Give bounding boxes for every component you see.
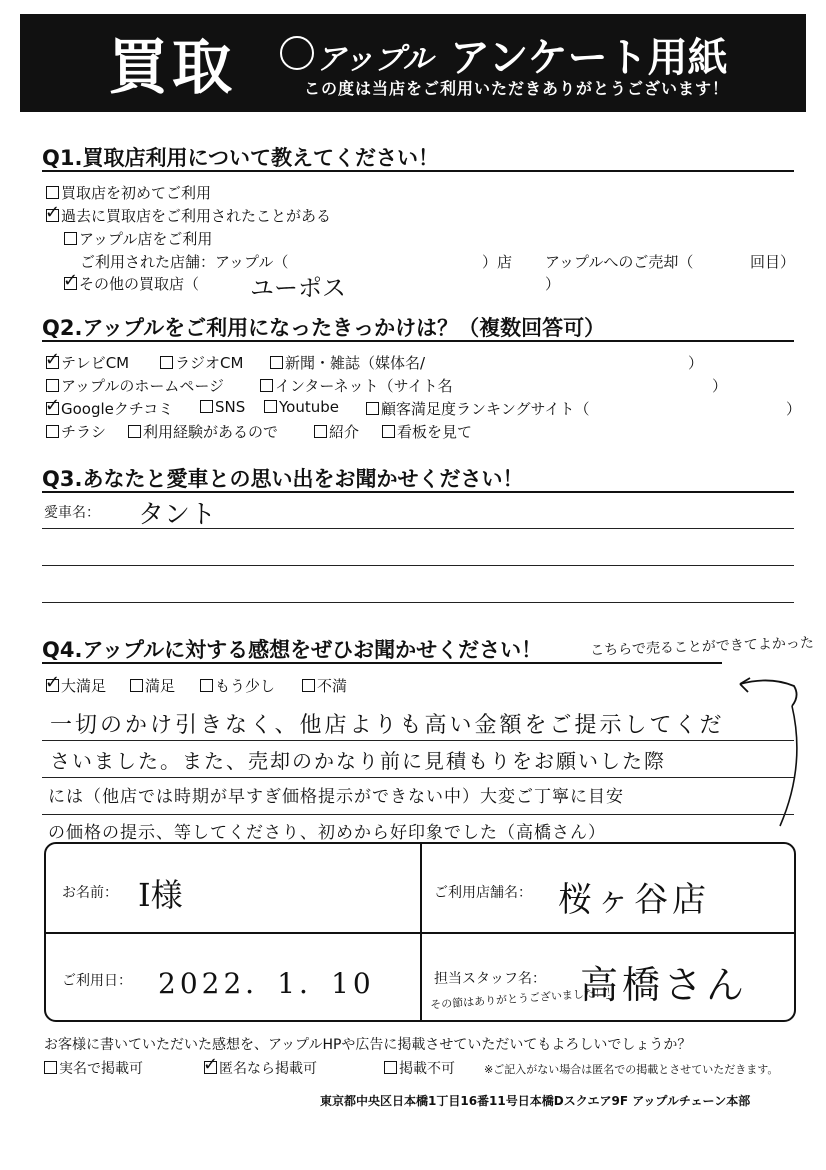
consent-not-allowed[interactable]	[384, 1058, 455, 1078]
apple-logo-icon	[280, 36, 314, 70]
write-line	[42, 777, 794, 778]
q2-row2-close: ）	[712, 377, 728, 395]
q2-opt-sns[interactable]	[200, 398, 245, 416]
q2-opt-youtube[interactable]	[264, 398, 339, 416]
date-value: 2022．1．10	[158, 967, 375, 1000]
staff-label: 担当スタッフ名：	[434, 971, 546, 987]
checkbox-checked[interactable]	[204, 1061, 217, 1074]
header-subtitle: この度は当店をご利用いただきありがとうございます！	[304, 79, 730, 98]
q4-margin-note: こちらで売ることができてよかった	[589, 635, 815, 659]
q2-row1-close: ）	[688, 354, 704, 372]
checkbox[interactable]	[46, 186, 59, 199]
comment-line-3: には（他店では時期が早すぎ価格提示ができない中）大変ご丁寧に目安	[48, 787, 624, 807]
checkbox[interactable]	[46, 379, 59, 392]
checkbox[interactable]	[270, 356, 283, 369]
option-label: 不満	[317, 677, 348, 695]
option-label: 掲載不可	[399, 1061, 455, 1077]
option-label: Googleクチコミ	[61, 400, 174, 418]
option-label: 買取店を初めてご利用	[61, 184, 212, 202]
option-label: 新聞・雑誌（媒体名/	[285, 354, 426, 372]
car-name-answer: タント	[138, 500, 217, 530]
q2-title: Q2.アップルをご利用になったきっかけは？（複数回答可）	[42, 316, 606, 340]
checkbox[interactable]	[260, 379, 273, 392]
write-line	[42, 565, 794, 566]
checkbox[interactable]	[128, 425, 141, 438]
option-label: Youtube	[279, 398, 339, 416]
store-label: ご利用店舗名：	[434, 885, 532, 901]
write-line	[42, 814, 794, 815]
q2-rule	[42, 340, 794, 342]
option-label: チラシ	[61, 423, 107, 441]
q2-row3-close: ）	[786, 400, 802, 418]
checkbox[interactable]	[160, 356, 173, 369]
q4-opt-almost[interactable]	[200, 675, 275, 696]
option-label: ラジオCM	[175, 354, 244, 372]
write-line	[42, 740, 794, 741]
option-label: 紹介	[329, 423, 360, 441]
option-label: アップルのホームページ	[61, 377, 225, 395]
q4-title: Q4.アップルに対する感想をぜひお聞かせください！	[42, 638, 543, 662]
option-label: 実名で掲載可	[59, 1061, 143, 1077]
q1-option-other[interactable]	[64, 273, 199, 294]
comment-line-1: 一切のかけ引きなく、他店よりも高い金額をご提示してくだ	[50, 713, 725, 738]
option-label: テレビCM	[61, 354, 130, 372]
checkbox[interactable]	[302, 679, 315, 692]
option-label: 利用経験があるので	[143, 423, 279, 441]
checkbox[interactable]	[384, 1061, 397, 1074]
checkbox[interactable]	[130, 679, 143, 692]
option-label: その他の買取店（	[79, 275, 200, 293]
checkbox[interactable]	[382, 425, 395, 438]
consent-real-name[interactable]	[44, 1058, 143, 1078]
comment-line-2: さいました。また、売却のかなり前に見積もりをお願いした際	[50, 749, 666, 773]
q1-apple-store-close: ）店	[482, 253, 513, 271]
q2-opt-ranking[interactable]	[366, 398, 590, 419]
consent-note: ※ご記入がない場合は匿名での掲載とさせていただきます。	[484, 1063, 779, 1076]
box-divider	[46, 932, 794, 934]
option-label: もう少し	[215, 677, 276, 695]
consent-question: お客様に書いていただいた感想を、アップルHPや広告に掲載させていただいてもよろしいでしょうか？	[44, 1037, 692, 1053]
q2-opt-google[interactable]	[46, 398, 173, 419]
q1-option-first[interactable]	[46, 182, 211, 203]
q4-opt-very-satisfied[interactable]	[46, 675, 106, 696]
q2-opt-internet[interactable]	[260, 375, 453, 396]
checkbox[interactable]	[46, 425, 59, 438]
q1-option-apple[interactable]	[64, 228, 212, 249]
option-label: SNS	[215, 398, 246, 416]
q4-rule	[42, 662, 722, 664]
q2-opt-homepage[interactable]	[46, 375, 224, 396]
q1-apple-sales-close: 回目）	[750, 253, 796, 271]
q4-opt-satisfied[interactable]	[130, 675, 175, 696]
option-label: 大満足	[61, 677, 107, 695]
date-label: ご利用日：	[62, 973, 132, 989]
brand-name: アップル	[316, 42, 433, 77]
footer-address: 東京都中央区日本橋1丁目16番11号日本橋Dスクエア9F アップルチェーン本部	[320, 1094, 751, 1108]
checkbox[interactable]	[200, 400, 213, 413]
checkbox[interactable]	[64, 232, 77, 245]
customer-info-box	[44, 842, 796, 1022]
comment-line-4: の価格の提示、等してくださり、初めから好印象でした（高橋さん）	[48, 823, 606, 843]
arrow-annotation-icon	[730, 666, 810, 846]
q1-option-past[interactable]	[46, 205, 331, 226]
write-line	[42, 528, 794, 529]
q2-opt-tvcm[interactable]	[46, 352, 129, 373]
name-label: お名前：	[62, 885, 118, 901]
option-label: 顧客満足度ランキングサイト（	[381, 400, 590, 418]
q3-rule	[42, 491, 794, 493]
form-title: アンケート用紙	[450, 35, 728, 81]
checkbox[interactable]	[366, 402, 379, 415]
checkbox[interactable]	[200, 679, 213, 692]
store-value: 桜ヶ谷店	[558, 880, 710, 920]
option-label: 匿名なら掲載可	[219, 1061, 317, 1077]
checkbox[interactable]	[44, 1061, 57, 1074]
checkbox[interactable]	[314, 425, 327, 438]
option-label: インターネット（サイト名	[275, 377, 453, 395]
q3-title: Q3.あなたと愛車との思い出をお聞かせください！	[42, 467, 524, 491]
q1-rule	[42, 170, 794, 172]
option-label: 過去に買取店をご利用されたことがある	[61, 207, 332, 225]
option-label: 看板を見て	[397, 423, 473, 441]
checkbox[interactable]	[264, 400, 277, 413]
checkbox-checked[interactable]	[46, 209, 59, 222]
checkbox-checked[interactable]	[46, 679, 59, 692]
q1-title: Q1.買取店利用について教えてください！	[42, 146, 440, 170]
car-name-label: 愛車名：	[44, 505, 100, 521]
checkbox-checked[interactable]	[46, 402, 59, 415]
q1-other-answer: ユーポス	[250, 274, 346, 302]
write-line	[42, 602, 794, 603]
staff-note: その節はありがとうございました！！	[429, 985, 618, 1012]
name-value: I様	[138, 876, 183, 914]
option-label: 満足	[145, 677, 176, 695]
q2-opt-flyer[interactable]	[46, 421, 106, 442]
q2-opt-referral[interactable]	[314, 421, 359, 442]
q1-apple-sales-label: アップルへのご売却（	[545, 253, 694, 271]
q2-opt-radio[interactable]	[160, 352, 243, 373]
q1-other-close: ）	[545, 275, 561, 293]
q2-opt-experience[interactable]	[128, 421, 278, 442]
q2-opt-signboard[interactable]	[382, 421, 472, 442]
q2-opt-newspaper[interactable]	[270, 352, 425, 373]
q4-opt-dissatisfied[interactable]	[302, 675, 347, 696]
header-banner	[20, 14, 806, 112]
q1-apple-store-label: ご利用された店舗：アップル（	[80, 253, 289, 271]
checkbox-checked[interactable]	[46, 356, 59, 369]
kaitori-title: 買取	[108, 33, 236, 103]
consent-anonymous[interactable]	[204, 1058, 317, 1078]
staff-value: 高橋さん	[580, 963, 749, 1007]
checkbox-checked[interactable]	[64, 277, 77, 290]
option-label: アップル店をご利用	[79, 230, 213, 248]
